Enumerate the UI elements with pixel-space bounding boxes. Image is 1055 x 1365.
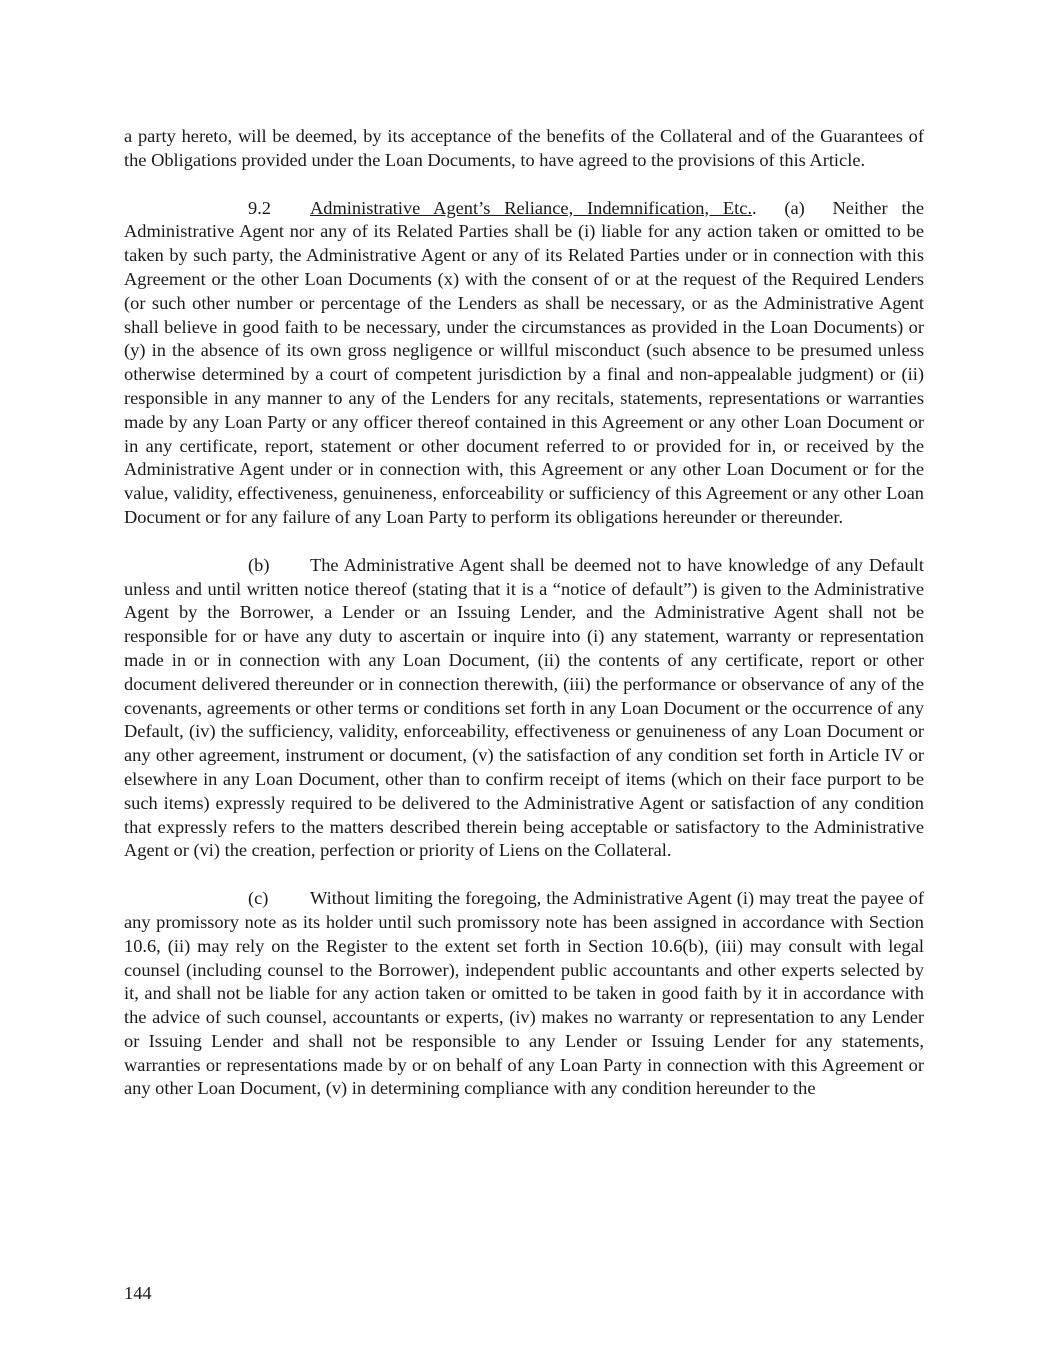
section-heading: Administrative Agent’s Reliance, Indemnification, Etc.: [310, 197, 753, 218]
subsection-c-label: (c): [248, 888, 269, 909]
subsection-c-text: Without limiting the foregoing, the Administrative Agent (i) may treat the payee of any promissory note as its holder until such promissory note has been assigned in accordance with Section 10.6, (ii) may rely on the Register to the extent set forth in Section 10.6(b), (iii) may consult with legal counsel (including counsel to the Borrower), independent public accountants and other experts selected by it, and shall not be liable for any action taken or omitted to be taken in good faith by it in accordance with the advice of such counsel, accountants or experts, (iv) makes no warranty or representation to any Lender or Issuing Lender and shall not be responsible to any Lender or Issuing Lender for any statements, warranties or representations made by or on behalf of any Loan Party in connection with this Agreement or any other Loan Document, (v) in determining compliance with any condition hereunder to the: [124, 888, 924, 1099]
heading-trailing-period: .: [752, 197, 757, 218]
subsection-a-text: Neither the Administrative Agent nor any of its Related Parties shall be (i) liable for any action taken or omitted to be taken by such party, the Administrative Agent or any of its Related Parties under or in connection with this Agreement or the other Loan Documents (x) with the consent of or at the request of the Required Lenders (or such other number or percentage of the Lenders as shall be necessary, or as the Administrative Agent shall believe in good faith to be necessary, under the circumstances as provided in the Loan Documents) or (y) in the absence of its own gross negligence or willful misconduct (such absence to be presumed unless otherwise determined by a court of competent jurisdiction by a final and non-appealable judgment) or (ii) responsible in any manner to any of the Lenders for any recitals, statements, representations or warranties made by any Loan Party or any officer thereof contained in this Agreement or any other Loan Document or in any certificate, report, statement or other document referred to or provided for in, or received by the Administrative Agent under or in connection with, this Agreement or any other Loan Document or for the value, validity, effectiveness, genuineness, enforceability or sufficiency of this Agreement or any other Loan Document or for any failure of any Loan Party to perform its obligations hereunder or thereunder.: [124, 197, 924, 527]
paragraph-intro: [124, 125, 924, 173]
section-number: 9.2: [248, 197, 271, 218]
paragraph-intro-text: a party hereto, will be deemed, by its acceptance of the benefits of the Collateral and of the Guarantees of the Obligations provided under the Loan Documents, to have agreed to the provisions of this Article.: [124, 126, 924, 170]
page-number: 144: [124, 1283, 152, 1303]
paragraph-subsection-c: [124, 887, 924, 1101]
paragraph-section-9-2: [124, 197, 924, 530]
subsection-b-text: The Administrative Agent shall be deemed not to have knowledge of any Default unless and until written notice thereof (stating that it is a “notice of default”) is given to the Administrative Agent by the Borrower, a Lender or an Issuing Lender, and the Administrative Agent shall not be responsible for or have any duty to ascertain or inquire into (i) any statement, warranty or representation made in or in connection with any Loan Document, (ii) the contents of any certificate, report or other document delivered thereunder or in connection therewith, (iii) the performance or observance of any of the covenants, agreements or other terms or conditions set forth in any Loan Document or the occurrence of any Default, (iv) the sufficiency, validity, enforceability, effectiveness or genuineness of any Loan Document or any other agreement, instrument or document, (v) the satisfaction of any condition set forth in Article IV or elsewhere in any Loan Document, other than to confirm receipt of items (which on their face purport to be such items) expressly required to be delivered to the Administrative Agent or satisfaction of any condition that expressly refers to the matters described therein being acceptable or satisfactory to the Administrative Agent or (vi) the creation, perfection or priority of Liens on the Collateral.: [124, 554, 924, 861]
subsection-b-label: (b): [248, 554, 270, 575]
paragraph-subsection-b: [124, 554, 924, 863]
subsection-a-label: (a): [784, 197, 805, 218]
document-page: [124, 125, 924, 1125]
